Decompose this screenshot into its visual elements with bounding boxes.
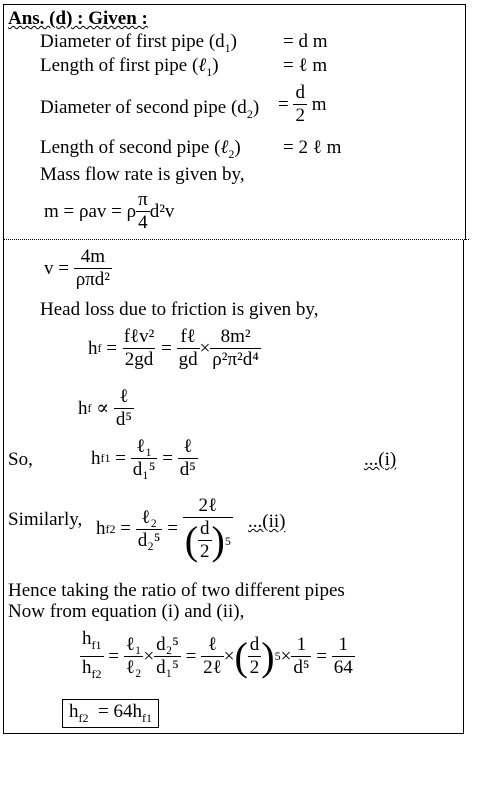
given-diameter-second: Diameter of second pipe $(d_2)$: [40, 97, 260, 121]
head-loss-equation: h f = $\frac{\text{fℓv²}}{2gd}$ = $\frac{\text{fℓ}}{gd}$ × $\frac{\text{8m²}}{\text{ρ²π²d⁴}}$: [88, 326, 259, 370]
ratio-equation: $\frac{h_{f1}}{h_{f2}}$ = $\frac{\text{ℓ₁}}{\text{ℓ₂}}$ × $\frac{\text{d₂⁵}}{\text{d₁⁵}}$ = $\frac{\text{ℓ}}{\text{2ℓ}}$ × ( $\frac{d}{2}$ ) 5 × $\frac{1}{\text{d⁵}}$ = $\frac{1}{64}$: [80, 628, 355, 685]
given-diameter-first-value: = d m: [283, 31, 328, 52]
given-diameter-first: Diameter of first pipe $(d_1)$: [40, 31, 237, 55]
answer-heading: Ans. (d) : Given :: [8, 8, 148, 29]
proportional-equation: h f ∝ $\frac{\text{ℓ}}{\text{d⁵}}$: [78, 386, 132, 430]
given-diameter-second-value: = $\frac{d}{2}$ m: [278, 82, 327, 126]
similarly-equation: h f2 = $\frac{\text{ℓ₂}}{\text{d₂⁵}}$ = 2ℓ ( $\frac{d}{2}$ ) 5: [96, 495, 231, 563]
mass-flow-text: Mass flow rate is given by,: [40, 164, 245, 185]
velocity-equation: v = $\frac{4m}{\text{ρπd²}}$: [44, 246, 110, 290]
final-result-box: $h_{f2} = 64h_{f1}$: [62, 699, 159, 728]
similarly-label: Similarly,: [8, 509, 83, 530]
mass-flow-equation: m = ρav = ρ $\frac{\pi}{4}$ d²v: [44, 189, 175, 233]
given-length-second: Length of second pipe (ℓ$_2$): [40, 137, 241, 161]
so-label: So,: [8, 449, 33, 470]
given-length-first: Length of first pipe (ℓ$_1$): [40, 55, 219, 79]
given-length-second-value: = 2 ℓ m: [283, 137, 342, 158]
head-loss-text: Head loss due to friction is given by,: [40, 299, 319, 320]
ratio-text-line2: Now from equation (i) and (ii),: [8, 601, 245, 622]
so-equation: h f1 = $\frac{\text{ℓ₁}}{\text{d₁⁵}}$ = $\frac{\text{ℓ}}{\text{d⁵}}$: [91, 436, 196, 480]
equation-tag-i: ...(i): [364, 449, 397, 470]
equation-tag-ii: ...(ii): [248, 511, 286, 532]
given-length-first-value: = ℓ m: [283, 55, 328, 76]
ratio-text-line1: Hence taking the ratio of two different pipes: [8, 580, 345, 601]
